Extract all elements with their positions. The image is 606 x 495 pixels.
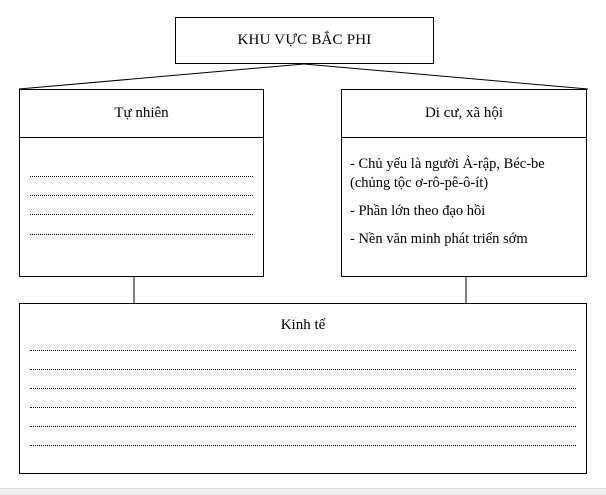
title-box xyxy=(175,17,434,64)
economy-heading: Kinh tế xyxy=(280,317,326,333)
blank-line xyxy=(30,407,576,408)
blank-line xyxy=(30,369,576,370)
society-item: - Phần lớn theo đạo hồi xyxy=(350,203,486,219)
natural-heading: Tự nhiên xyxy=(20,90,263,138)
blank-line xyxy=(30,445,576,446)
economy-box xyxy=(19,303,587,474)
society-list xyxy=(350,155,580,258)
blank-line xyxy=(30,195,253,196)
blank-line xyxy=(30,176,253,177)
blank-line xyxy=(30,426,576,427)
bottom-edge xyxy=(0,488,606,495)
blank-line xyxy=(30,388,576,389)
blank-line xyxy=(30,214,253,215)
blank-line xyxy=(30,350,576,351)
connector-title-left xyxy=(19,64,304,89)
society-heading: Di cư, xã hội xyxy=(342,90,586,138)
connector-title-right xyxy=(304,64,588,89)
society-item: - Chủ yếu là người Ả-rập, Béc-be (chủng tộc ơ-rô-pê-ô-ít) xyxy=(350,156,545,191)
blank-line xyxy=(30,234,253,235)
society-box xyxy=(341,89,587,277)
society-item: - Nền văn minh phát triển sớm xyxy=(350,231,528,247)
diagram-title: KHU VỰC BẮC PHI xyxy=(237,32,372,48)
natural-box xyxy=(19,89,264,277)
